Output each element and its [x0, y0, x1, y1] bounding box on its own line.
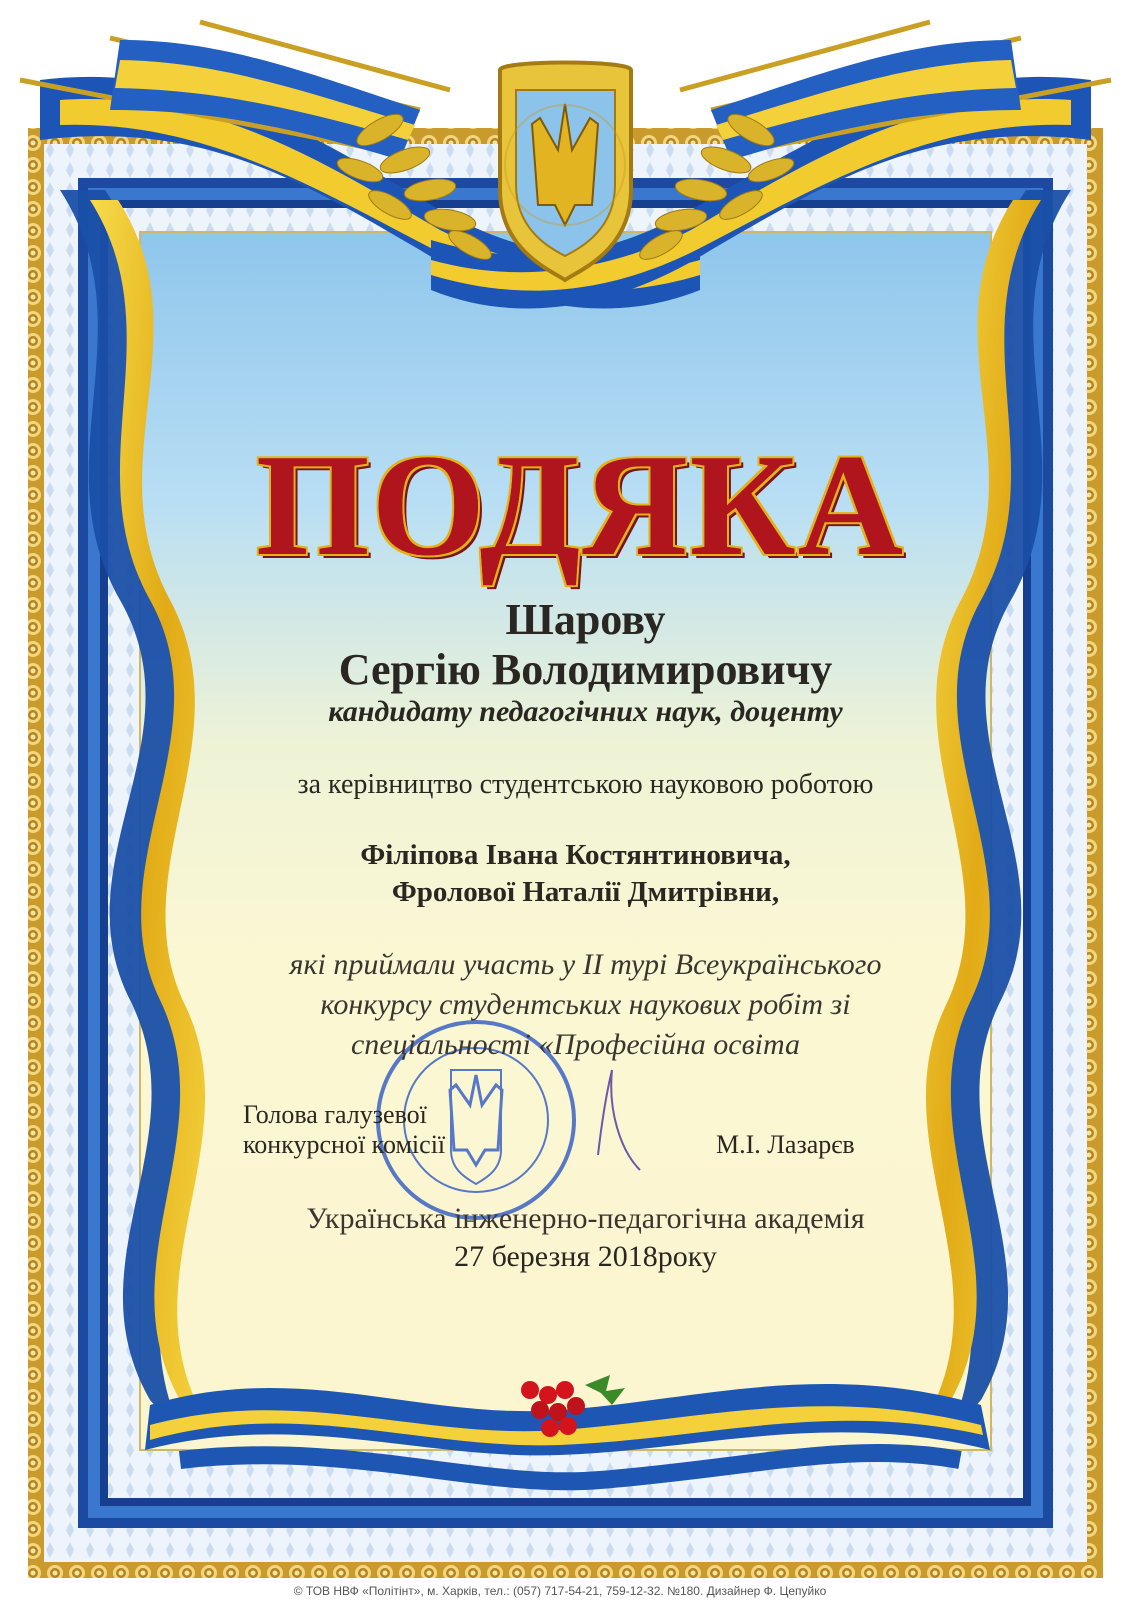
- description-line: які приймали участь у II турі Всеукраїнського: [289, 948, 882, 981]
- printer-imprint: © ТОВ НВФ «Політінт», м. Харків, тел.: (057) 717-54-21, 759-12-32. №180. Дизайнер Ф. Цепуйко: [293, 1584, 827, 1598]
- student-name: Фролової Наталії Дмитрівни,: [391, 876, 780, 908]
- issuing-organization: Українська інженерно-педагогічна академія: [306, 1202, 865, 1235]
- description-line: конкурсу студентських наукових робіт зі: [320, 988, 851, 1021]
- signatory-name: М.І. Лазарєв: [716, 1130, 855, 1159]
- description-line: спеціальності «Професійна освіта: [350, 1028, 801, 1061]
- issue-date: 27 березня 2018року: [454, 1240, 717, 1273]
- signatory-position: [243, 1100, 445, 1160]
- signatory-position-line: Голова галузевої: [243, 1100, 427, 1129]
- award-reason: за керівництво студентською науковою роботою: [297, 769, 874, 800]
- signatory-position-line: конкурсної комісії: [243, 1130, 446, 1159]
- recipient-rank: кандидату педагогічних наук, доценту: [328, 695, 843, 728]
- recipient-surname: Шарову: [505, 595, 666, 644]
- certificate-title: ПОДЯКА: [255, 424, 906, 586]
- student-name: Філіпова Івана Костянтиновича,: [360, 839, 791, 871]
- recipient-given-name: Сергію Володимировичу: [338, 645, 833, 694]
